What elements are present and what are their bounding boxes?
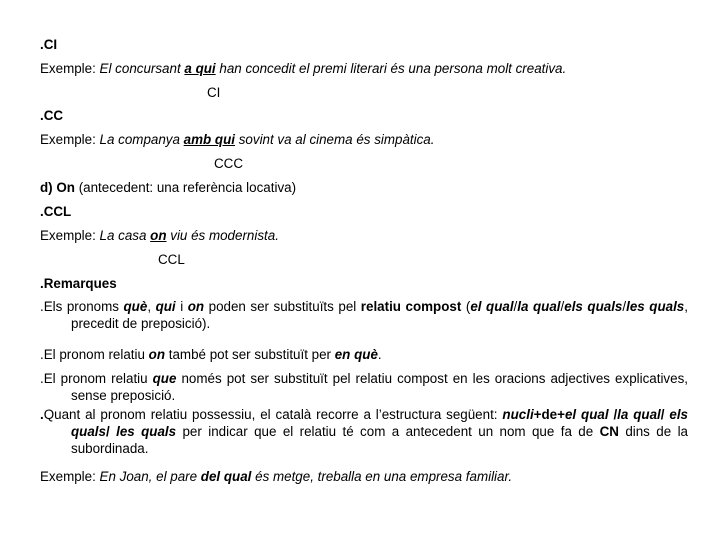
remark-3	[40, 370, 688, 404]
remark-text: poden ser substituïts pel	[204, 299, 361, 314]
example-label: Exemple:	[40, 61, 100, 76]
remarques-heading: .Remarques	[40, 276, 117, 291]
remark-1	[40, 298, 688, 332]
structure-part: nucli	[502, 407, 534, 422]
example-label: Exemple:	[40, 132, 100, 147]
pronoun: on	[148, 347, 166, 362]
relative-pronoun: a qui	[184, 61, 216, 76]
example-text: El concursant	[99, 61, 185, 76]
structure-part: de	[541, 407, 558, 422]
remark-text: /	[608, 407, 618, 422]
remark-text: per indicar que el relatiu té com a antecedent un nom que fa de	[176, 424, 600, 439]
relative-pronoun: del qual	[200, 469, 252, 484]
example-text: En Joan, el pare	[99, 469, 201, 484]
cc-annotation: CCC	[214, 156, 244, 171]
remark-2	[40, 346, 688, 363]
structure-part: +	[533, 407, 542, 422]
pronoun: qui	[155, 299, 176, 314]
on-heading: d) On	[40, 180, 75, 195]
remark-text: .	[377, 347, 382, 362]
remark-bullet: .	[40, 407, 44, 422]
ci-heading: .CI	[40, 37, 58, 52]
example-text: La companya	[99, 132, 184, 147]
remark-text: /	[105, 424, 117, 439]
ccl-example	[40, 227, 279, 244]
on-heading-line	[40, 179, 296, 196]
remark-text: /	[513, 299, 518, 314]
structure-part: els quals	[71, 407, 688, 439]
remark-text: .El pronom relatiu	[40, 371, 153, 386]
remark-4	[40, 406, 688, 457]
relatiu-compost: relatiu compost	[360, 299, 462, 314]
cn-label: CN	[599, 424, 619, 439]
example-text: La casa	[99, 228, 151, 243]
remark-5-example	[40, 468, 512, 485]
example-text: viu és modernista.	[166, 228, 279, 243]
pronoun: les quals	[626, 299, 685, 314]
remark-text: ,	[147, 299, 156, 314]
example-text: sovint va al cinema és simpàtica.	[235, 132, 435, 147]
structure-part: les quals	[116, 424, 177, 439]
example-label: Exemple:	[40, 228, 100, 243]
pronoun: que	[152, 371, 177, 386]
example-text: és metge, treballa en una empresa familiar.	[251, 469, 513, 484]
pronoun: què	[123, 299, 148, 314]
pronoun: en què	[334, 347, 378, 362]
remark-text: .El pronom relatiu	[40, 347, 149, 362]
ccl-annotation: CCL	[158, 252, 185, 267]
ci-example	[40, 60, 566, 77]
remark-text: Quant al pronom relatiu possessiu, el català recorre a l’estructura següent:	[43, 407, 503, 422]
remark-text: /	[660, 407, 670, 422]
remark-text: /	[622, 299, 627, 314]
remark-text: , precedit de preposició).	[71, 299, 688, 331]
structure-part: la qual	[617, 407, 661, 422]
remark-text: dins de la subordinada.	[71, 424, 688, 456]
remark-text: també pot ser substituït per	[165, 347, 335, 362]
remark-text: només pot ser substituït pel relatiu compost en les oracions adjectives explicatives, sense preposició.	[71, 371, 688, 403]
pronoun: el qual	[470, 299, 514, 314]
ci-annotation: CI	[207, 85, 221, 100]
cc-example	[40, 131, 434, 148]
remark-text: /	[560, 299, 565, 314]
structure-part: el qual	[564, 407, 609, 422]
pronoun: on	[187, 299, 205, 314]
cc-heading: .CC	[40, 108, 64, 123]
ccl-heading: .CCL	[40, 204, 72, 219]
remark-text: i	[175, 299, 188, 314]
pronoun: la qual	[517, 299, 561, 314]
example-label: Exemple:	[40, 469, 100, 484]
pronoun: els quals	[564, 299, 623, 314]
remark-text: .Els pronoms	[40, 299, 124, 314]
relative-pronoun: amb qui	[183, 132, 236, 147]
example-text: han concedit el premi literari és una persona molt creativa.	[215, 61, 567, 76]
remark-text: (	[461, 299, 471, 314]
structure-part: +	[557, 407, 565, 422]
relative-pronoun: on	[150, 228, 167, 243]
on-heading-note: (antecedent: una referència locativa)	[74, 180, 297, 195]
